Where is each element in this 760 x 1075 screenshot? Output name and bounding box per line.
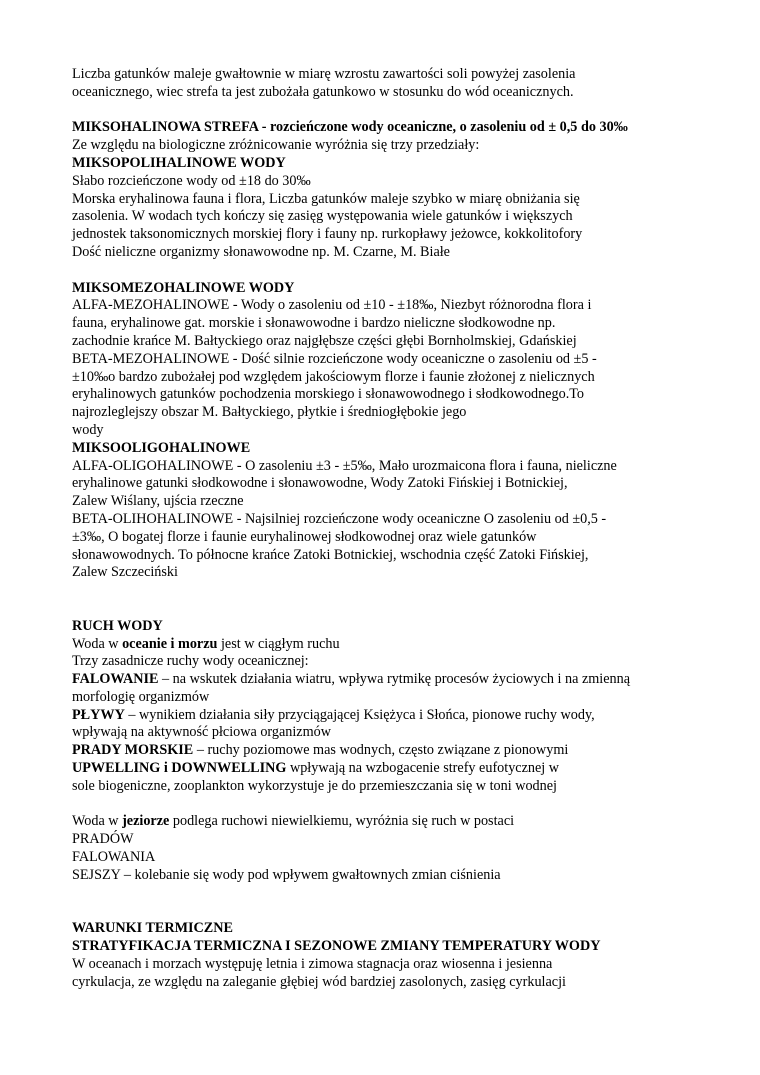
text-line xyxy=(72,155,720,173)
text-line xyxy=(72,440,720,458)
text-run: sole biogeniczne, zooplankton wykorzystuje je do przemieszczania się w toni wodnej xyxy=(72,777,557,794)
text-line xyxy=(72,564,720,582)
text-line xyxy=(72,831,720,849)
text-run: BETA-OLIHOHALINOWE - Najsilniej rozcieńczone wody oceaniczne O zasoleniu od ±0,5 - xyxy=(72,510,607,527)
text-run: ALFA-OLIGOHALINOWE - O zasoleniu ±3 - ±5‰, Mało urozmaicona flora i fauna, nieliczne xyxy=(72,457,617,474)
bold-text-run: STRATYFIKACJA TERMICZNA I SEZONOWE ZMIANY TEMPERATURY WODY xyxy=(72,938,601,955)
text-run: wody xyxy=(72,421,104,438)
text-run: Ze względu na biologiczne zróżnicowanie wyróżnia się trzy przedziały: xyxy=(72,137,480,154)
text-line xyxy=(72,636,720,654)
text-run: wpływają na wzbogacenie strefy eufotycznej w xyxy=(286,760,560,777)
blank-line xyxy=(72,102,720,120)
text-line xyxy=(72,422,720,440)
bold-text-run: WARUNKI TERMICZNE xyxy=(72,920,233,937)
text-run: Liczba gatunków maleje gwałtownie w miarę wzrostu zawartości soli powyżej zasolenia xyxy=(72,66,576,82)
text-line xyxy=(72,493,720,511)
text-run: Słabo rozcieńczone wody od ±18 do 30‰ xyxy=(72,172,311,189)
bold-text-run: MIKSOPOLIHALINOWE WODY xyxy=(72,154,286,171)
text-run: Zalew Szczeciński xyxy=(72,564,178,581)
text-line xyxy=(72,920,720,938)
text-line xyxy=(72,618,720,636)
text-run: PRADÓW xyxy=(72,831,134,848)
text-line xyxy=(72,671,720,689)
text-run: Dość nieliczne organizmy słonawowodne np. M. Czarne, M. Białe xyxy=(72,243,450,260)
text-line xyxy=(72,191,720,209)
text-run: – wynikiem działania siły przyciągającej Księżyca i Słońca, pionowe ruchy wody, xyxy=(124,706,595,723)
bold-text-run: FALOWANIE xyxy=(72,671,159,688)
text-line xyxy=(72,66,720,84)
bold-text-run: MIKSOOLIGOHALINOWE xyxy=(72,439,251,456)
bold-text-run: oceanie i morzu xyxy=(122,635,218,652)
text-line xyxy=(72,867,720,885)
text-line xyxy=(72,458,720,476)
text-run: – na wskutek działania wiatru, wpływa rytmikę procesów życiowych i na zmienną xyxy=(158,671,631,688)
text-run: najrozleglejszy obszar M. Bałtyckiego, płytkie i średniogłębokie jego xyxy=(72,404,467,421)
text-run: podlega ruchowi niewielkiemu, wyróżnia się ruch w postaci xyxy=(169,813,515,830)
text-run: wpływają na aktywność płciowa organizmów xyxy=(72,724,331,741)
text-line xyxy=(72,974,720,992)
text-line xyxy=(72,84,720,102)
text-line xyxy=(72,849,720,867)
text-line xyxy=(72,547,720,565)
text-run: BETA-MEZOHALINOWE - Dość silnie rozcieńczone wody oceaniczne o zasoleniu od ±5 - xyxy=(72,350,597,367)
text-run: Zalew Wiślany, ujścia rzeczne xyxy=(72,493,244,510)
text-line xyxy=(72,208,720,226)
text-line xyxy=(72,119,720,137)
text-run: ±3‰, O bogatej florze i faunie euryhalinowej słodkowodnej oraz wiele gatunków xyxy=(72,528,537,545)
text-run: ±10‰o bardzo zubożałej pod względem jakościowym florze i faunie złożonej z nielicznych xyxy=(72,368,595,385)
text-line xyxy=(72,724,720,742)
text-run: słonawowodnych. To północne krańce Zatoki Botnickiej, wschodnia część Zatoki Fińskiej, xyxy=(72,546,589,563)
text-line xyxy=(72,813,720,831)
bold-text-run: MIKSOHALINOWA STREFA - rozcieńczone wody oceaniczne, o zasoleniu od ± 0,5 do 30‰ xyxy=(72,119,628,136)
blank-line xyxy=(72,262,720,280)
bold-text-run: PRADY MORSKIE xyxy=(72,742,194,759)
text-run: fauna, eryhalinowe gat. morskie i słonawowodne i bardzo nieliczne słodkowodne np. xyxy=(72,315,556,332)
text-line xyxy=(72,653,720,671)
blank-line xyxy=(72,582,720,600)
bold-text-run: PŁYWY xyxy=(72,706,125,723)
text-line xyxy=(72,137,720,155)
text-run: ALFA-MEZOHALINOWE - Wody o zasoleniu od ±10 - ±18‰, Niezbyt różnorodna flora i xyxy=(72,297,592,314)
text-run: cyrkulacja, ze względu na zaleganie głębiej wód bardziej zasolonych, zasięg cyrkulacji xyxy=(72,973,566,990)
text-line xyxy=(72,226,720,244)
text-line xyxy=(72,280,720,298)
text-line xyxy=(72,760,720,778)
blank-line xyxy=(72,885,720,903)
text-run: jednostek taksonomicznych morskiej flory i fauny np. rurkopławy jeżowce, kokkolitofory xyxy=(72,226,583,243)
text-line xyxy=(72,778,720,796)
text-line xyxy=(72,351,720,369)
text-line xyxy=(72,297,720,315)
text-run: zachodnie krańce M. Bałtyckiego oraz najgłębsze części głębi Bornholmskiej, Gdańskiej xyxy=(72,332,577,349)
text-run: morfologię organizmów xyxy=(72,688,210,705)
bold-text-run: jeziorze xyxy=(122,813,170,830)
text-run: jest w ciągłym ruchu xyxy=(217,635,340,652)
bold-text-run: RUCH WODY xyxy=(72,617,163,634)
blank-line xyxy=(72,796,720,814)
text-run: eryhalinowych gatunków pochodzenia morskiego i słonawowodnego i słodkowodnego.To xyxy=(72,386,585,403)
text-line xyxy=(72,315,720,333)
text-line xyxy=(72,404,720,422)
text-line xyxy=(72,707,720,725)
text-run: zasolenia. W wodach tych kończy się zasięg występowania wiele gatunków i większych xyxy=(72,208,573,225)
text-line xyxy=(72,956,720,974)
text-run: Woda w xyxy=(72,813,123,830)
text-run: Trzy zasadnicze ruchy wody oceanicznej: xyxy=(72,653,309,670)
text-run: W oceanach i morzach występuję letnia i zimowa stagnacja oraz wiosenna i jesienna xyxy=(72,955,553,972)
text-run: Morska eryhalinowa fauna i flora, Liczba gatunków maleje szybko w miarę obniżania się xyxy=(72,190,580,207)
text-run: SEJSZY – kolebanie się wody pod wpływem gwałtownych zmian ciśnienia xyxy=(72,866,501,883)
text-run: – ruchy poziomowe mas wodnych, często związane z pionowymi xyxy=(193,742,569,759)
document-body xyxy=(72,66,720,991)
text-run: FALOWANIA xyxy=(72,849,156,866)
blank-line xyxy=(72,600,720,618)
bold-text-run: UPWELLING i DOWNWELLING xyxy=(72,760,287,777)
text-line xyxy=(72,689,720,707)
blank-line xyxy=(72,902,720,920)
text-line xyxy=(72,386,720,404)
text-run: Woda w xyxy=(72,635,123,652)
text-line xyxy=(72,333,720,351)
text-line xyxy=(72,369,720,387)
text-line xyxy=(72,173,720,191)
text-line xyxy=(72,475,720,493)
text-line xyxy=(72,742,720,760)
bold-text-run: MIKSOMEZOHALINOWE WODY xyxy=(72,279,295,296)
text-line xyxy=(72,244,720,262)
text-run: oceanicznego, wiec strefa ta jest zubożała gatunkowo w stosunku do wód oceanicznych. xyxy=(72,83,574,100)
text-line xyxy=(72,529,720,547)
text-run: eryhalinowe gatunki słodkowodne i słonawowodne, Wody Zatoki Fińskiej i Botnickiej, xyxy=(72,475,568,492)
text-line xyxy=(72,511,720,529)
text-line xyxy=(72,938,720,956)
